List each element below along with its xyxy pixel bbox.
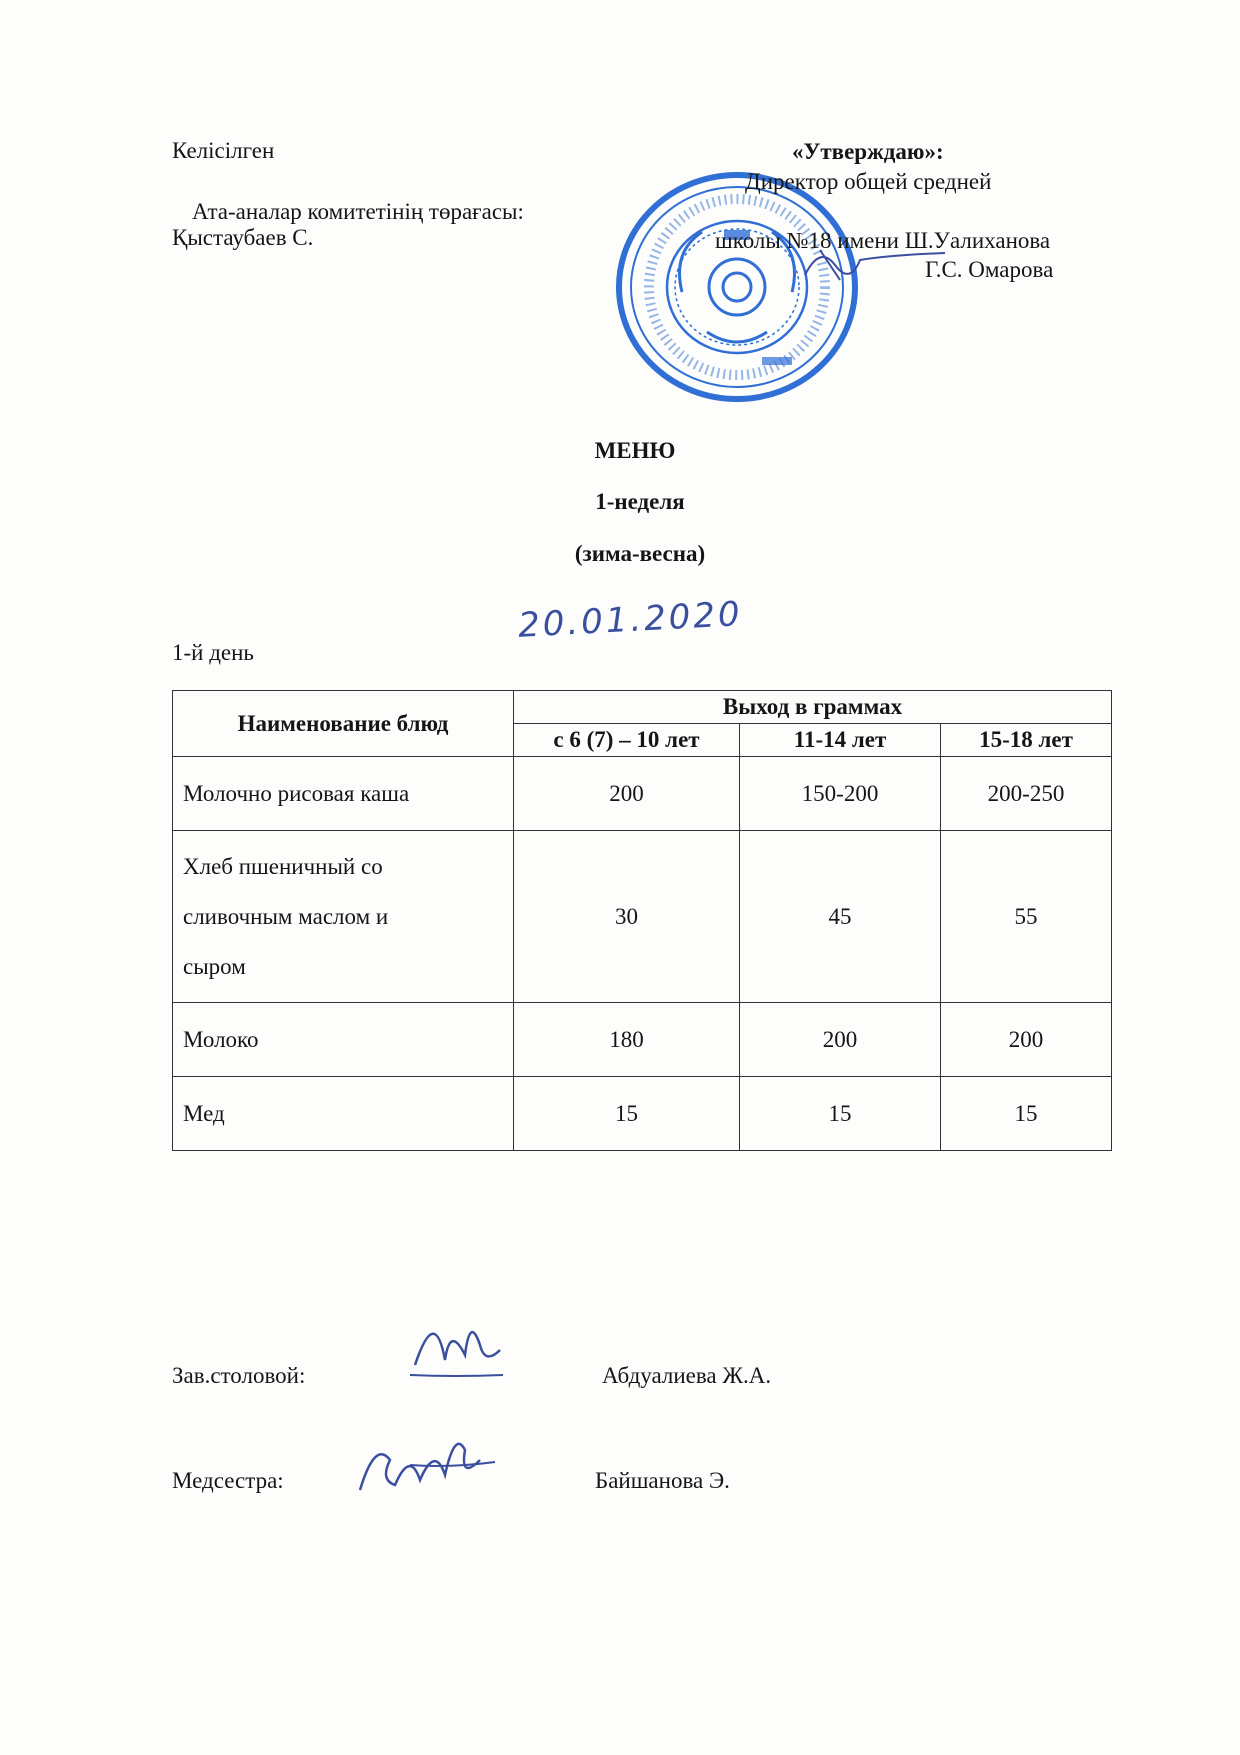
portion-value: 200 [514,757,740,831]
table-row [173,757,1112,831]
portion-value: 200 [941,1003,1112,1077]
dish-name-line: сыром [183,953,246,979]
portion-value: 200 [740,1003,941,1077]
dish-name: Мед [173,1077,514,1151]
week-title: 1-неделя [595,489,685,514]
season-title: (зима-весна) [574,541,706,566]
school-seal-stamp [612,162,862,412]
day-label: 1-й день [172,640,254,665]
dish-name: Молочно рисовая каша [173,757,514,831]
director-title-line2: школы №18 имени Ш.Уалиханова [715,228,1051,253]
handwritten-date: 20.01.2020 [517,594,744,646]
portion-value: 180 [514,1003,740,1077]
column-header-dish: Наименование блюд [173,691,514,757]
portion-value: 15 [941,1077,1112,1151]
committee-chair-title: Ата-аналар комитетінің төрағасы: [192,199,524,224]
director-signature [800,235,950,285]
director-title-line1: Директор общей средней [745,169,992,194]
portion-value: 55 [941,831,1112,1003]
committee-chair-name: Қыстаубаев С. [172,225,314,250]
nurse-label: Медсестра: [172,1468,284,1493]
age-group-header: 11-14 лет [740,724,941,757]
agreed-label: Келісілген [172,138,275,163]
table-row [173,831,1112,1003]
approve-label: «Утверждаю»: [792,139,944,164]
portion-value: 150-200 [740,757,941,831]
portion-value: 200-250 [941,757,1112,831]
column-header-output: Выход в граммах [514,691,1112,724]
table-header-row [173,691,1112,724]
portion-value: 45 [740,831,941,1003]
menu-table [172,690,1112,1151]
director-name: Г.С. Омарова [925,257,1054,282]
age-group-header: 15-18 лет [941,724,1112,757]
table-row [173,1077,1112,1151]
nurse-name: Байшанова Э. [595,1468,730,1493]
portion-value: 15 [514,1077,740,1151]
portion-value: 30 [514,831,740,1003]
dish-name-line: сливочным маслом и [183,903,389,929]
kitchen-head-signature [405,1305,505,1385]
nurse-signature [350,1420,500,1510]
kitchen-head-label: Зав.столовой: [172,1363,306,1388]
table-row [173,1003,1112,1077]
kitchen-head-name: Абдуалиева Ж.А. [602,1363,772,1388]
dish-name: Молоко [173,1003,514,1077]
dish-name [173,831,514,1003]
portion-value: 15 [740,1077,941,1151]
age-group-header: с 6 (7) – 10 лет [514,724,740,757]
dish-name-line: Хлеб пшеничный со [183,853,383,879]
document-title: МЕНЮ [594,438,676,463]
